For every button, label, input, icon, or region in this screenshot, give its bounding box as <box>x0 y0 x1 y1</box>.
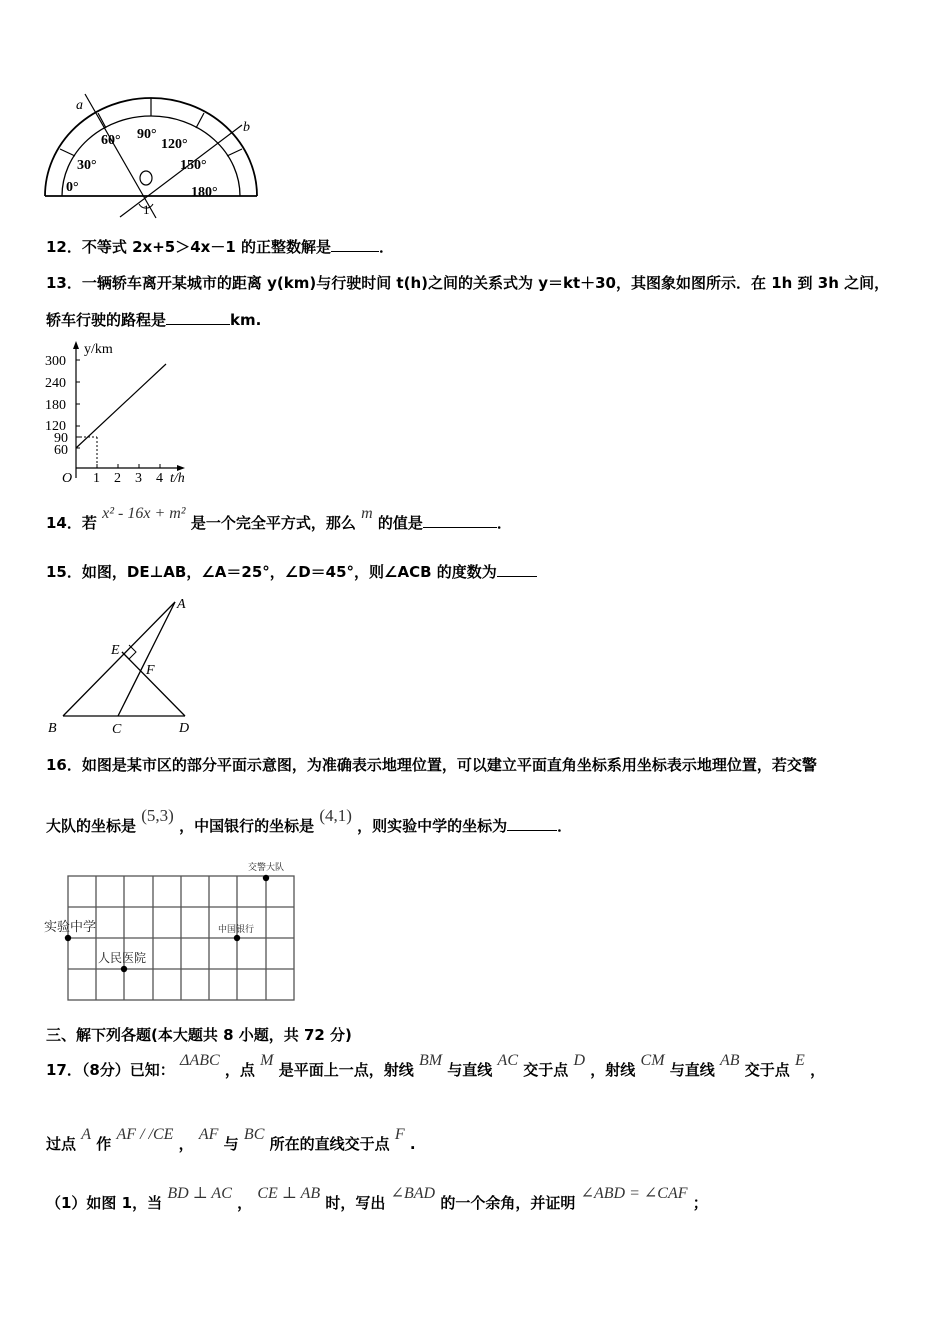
q16-text-c: ，则实验中学的坐标为 <box>357 817 508 835</box>
q12-answer-blank[interactable] <box>331 237 379 252</box>
q17-p1-text-b: ， <box>237 1194 253 1212</box>
question-15 <box>46 561 537 582</box>
q12-end: ． <box>379 238 395 256</box>
q17-perp-BD-AC: BD ⊥ AC <box>167 1185 232 1202</box>
q17-angle-equation: ∠ABD = ∠CAF <box>580 1185 688 1202</box>
q17-text-2a: 过点 <box>46 1135 77 1153</box>
label-1: 1 <box>143 202 150 217</box>
q14-answer-blank[interactable] <box>423 513 497 528</box>
q17-text-2c: ， <box>178 1135 194 1153</box>
q17-point-E: E <box>795 1052 805 1069</box>
q17-text-1i: ， <box>810 1061 826 1079</box>
ytick-240: 240 <box>45 376 66 391</box>
q16-answer-blank[interactable] <box>507 816 557 831</box>
q16-end: ． <box>557 817 573 835</box>
q17-point-A: A <box>81 1126 92 1143</box>
q17-point-M: M <box>260 1052 274 1069</box>
q16-coord-bank: (4,1) <box>319 806 352 825</box>
q13-text-a: 轿车行驶的路程是 <box>46 311 167 329</box>
city-map-grid <box>40 856 302 1006</box>
tick-0: 0° <box>66 180 79 195</box>
tick-60: 60° <box>101 133 121 148</box>
q14-variable: m <box>361 505 373 522</box>
q17-p1-text-c: 时，写出 <box>325 1194 386 1212</box>
q17-text-1h: 交于点 <box>744 1061 790 1079</box>
q17-p1-text-e: ； <box>692 1194 708 1212</box>
label-B: B <box>48 721 57 736</box>
q16-text-a: 大队的坐标是 <box>46 817 137 835</box>
ytick-120: 120 <box>45 419 66 434</box>
question-17-part1 <box>46 1185 708 1213</box>
hospital-point <box>121 966 127 972</box>
label-F: F <box>146 663 155 678</box>
bank-label: 中国银行 <box>218 924 255 934</box>
line-a <box>85 94 156 218</box>
q17-parallel: AF / /CE <box>116 1126 174 1143</box>
bank-point <box>234 935 240 941</box>
q17-text-1e: 交于点 <box>523 1061 569 1079</box>
q17-angle-BAD: ∠BAD <box>390 1185 436 1202</box>
xtick-2: 2 <box>114 471 121 486</box>
q17-line-AC: AC <box>497 1052 518 1069</box>
police-point <box>263 875 269 881</box>
q14-text-b: 是一个完全平方式，那么 <box>190 514 356 532</box>
school-point <box>65 935 71 941</box>
label-D: D <box>179 721 190 736</box>
label-a: a <box>76 98 83 113</box>
q17-text-1g: 与直线 <box>669 1061 715 1079</box>
q17-ray-CM: CM <box>640 1052 665 1069</box>
ytick-90: 90 <box>54 431 68 446</box>
question-17-line2 <box>46 1126 416 1154</box>
q17-line-AB: AB <box>720 1052 740 1069</box>
ytick-300: 300 <box>45 354 66 369</box>
origin-label: O <box>62 471 73 486</box>
q17-p1-text-d: 的一个余角，并证明 <box>440 1194 576 1212</box>
q17-text-1c: 是平面上一点，射线 <box>278 1061 414 1079</box>
ytick-60: 60 <box>54 443 68 458</box>
xtick-4: 4 <box>156 471 163 486</box>
q14-text-a: 14．若 <box>46 514 97 532</box>
q17-perp-CE-AB: CE ⊥ AB <box>257 1185 321 1202</box>
tick-90: 90° <box>137 127 157 142</box>
question-14 <box>46 505 512 533</box>
ytick-180: 180 <box>45 398 66 413</box>
q12-text: 12．不等式 2x+5＞4x－1 的正整数解是 <box>46 238 331 256</box>
tick-30: 30° <box>77 158 97 173</box>
q17-line-BC: BC <box>243 1126 265 1143</box>
question-12 <box>46 236 394 257</box>
q14-expression: x² - 16x + m² <box>102 505 186 522</box>
q15-text: 15．如图，DE⊥AB，∠A＝25°，∠D＝45°，则∠ACB 的度数为 <box>46 563 497 581</box>
q14-text-c: 的值是 <box>377 514 423 532</box>
xtick-1: 1 <box>93 471 100 486</box>
question-16-line2 <box>46 806 573 836</box>
distance-time-graph <box>40 338 200 488</box>
protractor-figure <box>40 92 270 222</box>
q17-point-F: F <box>394 1126 405 1143</box>
q17-text-1a: 17．（8分）已知： <box>46 1061 175 1079</box>
tick-180: 180° <box>191 185 218 200</box>
xtick-3: 3 <box>135 471 142 486</box>
q14-end: ． <box>496 514 512 532</box>
q17-text-1d: 与直线 <box>447 1061 493 1079</box>
question-13-line1: 13．一辆轿车离开某城市的距离 y(km)与行驶时间 t(h)之间的关系式为 y＝kt＋30，其图象如图所示．在 1h 到 3h 之间， <box>46 274 890 292</box>
q16-text-b: ，中国银行的坐标是 <box>179 817 315 835</box>
hospital-label: 人民医院 <box>98 951 147 965</box>
q17-text-1f: ，射线 <box>590 1061 636 1079</box>
tick-150: 150° <box>180 158 207 173</box>
q17-p1-text-a: （1）如图 1，当 <box>46 1194 163 1212</box>
graph-line <box>76 364 166 448</box>
section-3-heading: 三、解下列各题(本大题共 8 小题，共 72 分) <box>46 1026 352 1044</box>
police-label: 交警大队 <box>248 862 285 872</box>
q13-text-b: km. <box>230 311 262 329</box>
q17-line-AF: AF <box>198 1126 219 1143</box>
q16-coord-police: (5,3) <box>141 806 174 825</box>
label-b: b <box>243 120 250 135</box>
question-16-line1: 16．如图是某市区的部分平面示意图，为准确表示地理位置，可以建立平面直角坐标系用坐标表示地理位置，若交警 <box>46 756 817 774</box>
question-17-line1 <box>46 1052 826 1080</box>
q17-ray-BM: BM <box>418 1052 443 1069</box>
q17-text-2d: 与 <box>223 1135 239 1153</box>
school-label: 实验中学 <box>44 919 97 934</box>
q15-answer-blank[interactable] <box>497 562 537 577</box>
tick-120: 120° <box>161 137 188 152</box>
q17-text-1b: ，点 <box>224 1061 255 1079</box>
question-13-line2 <box>46 309 261 330</box>
label-A: A <box>177 597 186 612</box>
q17-text-2f: . <box>409 1135 416 1153</box>
q17-point-D: D <box>573 1052 586 1069</box>
triangle-figure <box>40 590 210 740</box>
q13-answer-blank[interactable] <box>166 310 230 325</box>
q17-text-2e: 所在的直线交于点 <box>269 1135 390 1153</box>
label-C: C <box>112 722 122 737</box>
label-E: E <box>111 643 120 658</box>
q17-text-2b: 作 <box>96 1135 112 1153</box>
x-axis-label: t/h <box>170 471 185 486</box>
q17-triangle: ΔABC <box>180 1052 220 1069</box>
y-axis-label: y/km <box>84 342 113 357</box>
